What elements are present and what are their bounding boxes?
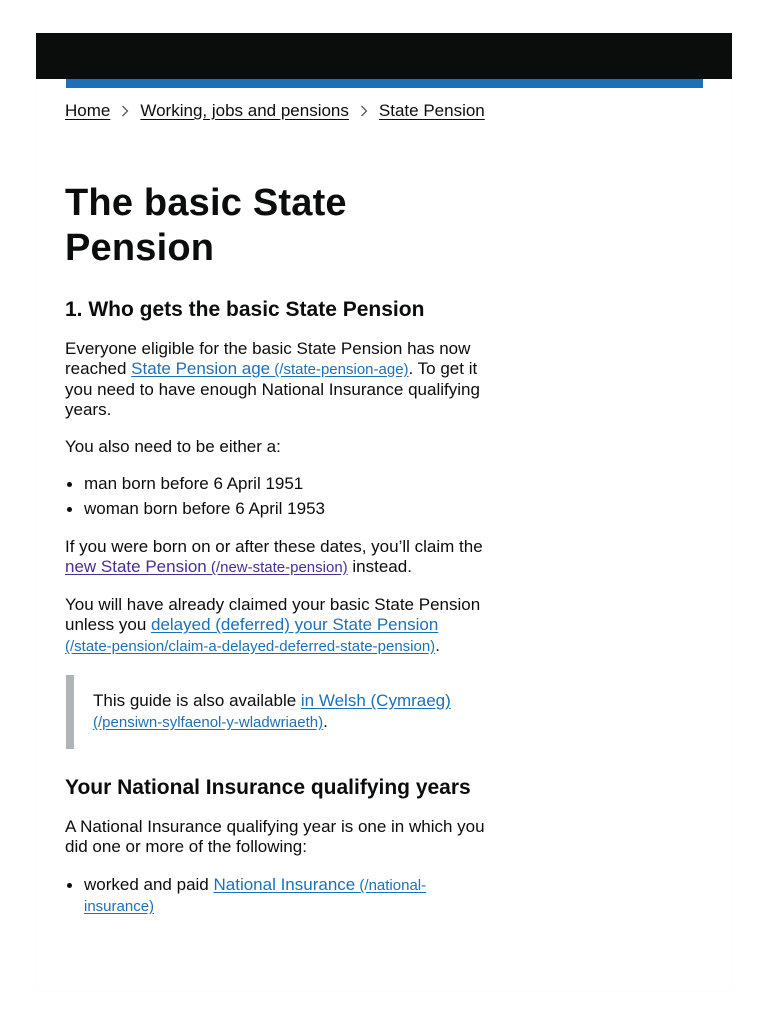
page-title-line-2: Pension — [65, 227, 215, 269]
list-item — [65, 499, 485, 519]
header-bar — [36, 33, 732, 79]
list-item-text: man born before 6 April 1951 — [84, 474, 304, 493]
national-insurance-link-label: National Insurance — [213, 875, 356, 894]
new-state-pension-link-label: new State Pension — [65, 557, 207, 576]
list-item-text: woman born before 6 April 1953 — [84, 499, 325, 518]
new-state-pension-link[interactable] — [65, 557, 348, 576]
deferred-text-a: You will have already claimed your basic State Pension unless you — [65, 595, 481, 634]
bullet-icon — [67, 883, 72, 888]
list-item-text: worked and paid — [84, 875, 214, 894]
chevron-right-icon — [349, 105, 379, 117]
list-item — [65, 474, 485, 494]
state-pension-age-link-label: State Pension age — [131, 359, 271, 378]
new-state-pension-text-a: If you were born on or after these dates, you’ll claim the — [65, 537, 483, 556]
breadcrumb-home-link[interactable]: Home — [65, 101, 111, 120]
welsh-guide-text-b: . — [323, 712, 328, 731]
chevron-right-icon — [110, 105, 140, 117]
deferred-text-b: . — [435, 636, 440, 655]
welsh-guide-text-a: This guide is also available — [93, 691, 301, 710]
birth-date-list — [65, 474, 485, 519]
list-item — [65, 875, 485, 917]
page-title-line-1: The basic State — [65, 182, 347, 224]
section-heading-qualifying-years: Your National Insurance qualifying years — [65, 776, 471, 799]
delayed-deferred-link-url: (/state-pension/claim-a-delayed-deferred-state-pension) — [65, 638, 436, 655]
main-content — [65, 181, 485, 917]
state-pension-age-link[interactable] — [131, 359, 408, 378]
welsh-guide-link-url: (/pensiwn-sylfaenol-y-wladwriaeth) — [93, 714, 324, 731]
eligibility-paragraph — [65, 339, 485, 420]
national-insurance-link-url: (/national-insurance) — [84, 877, 427, 915]
welsh-guide-link-label: in Welsh (Cymraeg) — [300, 691, 451, 710]
breadcrumb-working-jobs-pensions-link[interactable]: Working, jobs and pensions — [140, 101, 349, 120]
welsh-guide-paragraph — [93, 691, 485, 733]
qualifying-year-paragraph: A National Insurance qualifying year is one in which you did one or more of the following: — [65, 817, 485, 856]
state-pension-age-link-url: (/state-pension-age) — [270, 361, 409, 378]
breadcrumb — [65, 100, 485, 122]
eligibility-text-b: . To get it you need to have enough National Insurance qualifying years. — [65, 359, 480, 419]
new-state-pension-paragraph — [65, 537, 485, 578]
qualifying-activities-list — [65, 875, 485, 917]
delayed-deferred-link-label: delayed (deferred) your State Pension — [151, 615, 439, 634]
eligibility-text-a: Everyone eligible for the basic State Pension has now reached — [65, 339, 471, 378]
deferred-paragraph — [65, 595, 485, 657]
bullet-icon — [67, 507, 72, 512]
section-heading-who-gets: 1. Who gets the basic State Pension — [65, 298, 425, 321]
either-paragraph: You also need to be either a: — [65, 437, 281, 456]
bullet-icon — [67, 482, 72, 487]
page-title — [65, 181, 485, 271]
header-blue-stripe — [66, 79, 703, 88]
breadcrumb-state-pension-link[interactable]: State Pension — [378, 101, 485, 120]
new-state-pension-text-b: instead. — [347, 557, 412, 576]
new-state-pension-link-url: (/new-state-pension) — [206, 559, 348, 576]
welsh-guide-inset — [66, 675, 485, 749]
